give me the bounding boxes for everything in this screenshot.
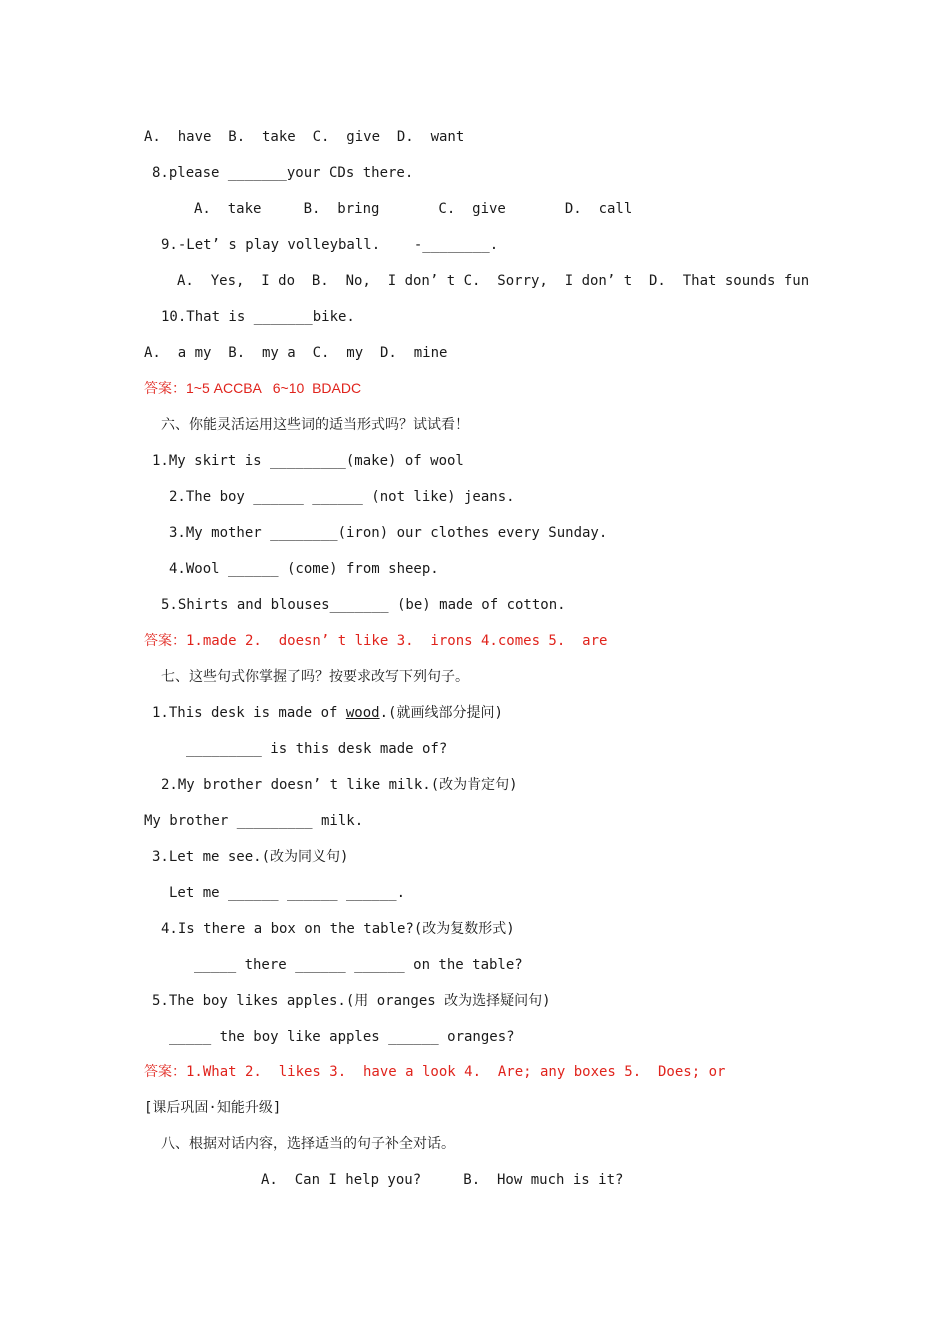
q9-options: A. Yes, I do B. No, I don’ t C. Sorry, I don’ t D. That sounds fun	[177, 273, 810, 289]
q8-options: A. take B. bring C. give D. call	[194, 201, 633, 217]
answer-label: 答案：	[144, 633, 186, 649]
answer-7	[144, 1063, 725, 1081]
answer-5	[144, 379, 361, 398]
answer-text: 1.made 2. doesn’ t like 3. irons 4.comes 5. are	[186, 633, 608, 649]
s7-q1-instruction: .(就画线部分提问)	[379, 705, 503, 721]
section-8-heading: 八、根据对话内容，选择适当的句子补全对话。	[161, 1136, 455, 1152]
s8-options: A. Can I help you? B. How much is it?	[261, 1172, 624, 1188]
s7-q1	[152, 704, 503, 722]
underlined-word: wood	[345, 705, 380, 721]
answer-label: 答案：	[144, 1064, 186, 1080]
s7-q4-answer-line: _____ there ______ ______ on the table?	[194, 957, 523, 973]
answer-label: 答案：	[144, 381, 186, 397]
s6-q2: 2.The boy ______ ______ (not like) jeans.	[169, 489, 515, 505]
s7-q3-answer-line: Let me ______ ______ ______.	[169, 885, 406, 901]
q7-options: A. have B. take C. give D. want	[144, 129, 465, 145]
s7-q1-text: 1.This desk is made of	[152, 705, 346, 721]
s6-q4: 4.Wool ______ (come) from sheep.	[169, 561, 439, 577]
s7-q5-answer-line: _____ the boy like apples ______ oranges?	[169, 1029, 515, 1045]
s7-q5: 5.The boy likes apples.(用 oranges 改为选择疑问句)	[152, 993, 551, 1009]
s7-q3: 3.Let me see.(改为同义句)	[152, 849, 349, 865]
s7-q2: 2.My brother doesn’ t like milk.(改为肯定句)	[161, 777, 518, 793]
section-6-heading: 六、你能灵活运用这些词的适当形式吗？试试看！	[161, 417, 469, 433]
s6-q5: 5.Shirts and blouses_______ (be) made of cotton.	[161, 597, 566, 613]
section-title: [课后巩固·知能升级]	[144, 1100, 282, 1116]
s7-q4: 4.Is there a box on the table?(改为复数形式)	[161, 921, 515, 937]
q9-question: 9.-Let’ s play volleyball. -________.	[161, 237, 499, 253]
q8-question: 8.please _______your CDs there.	[152, 165, 414, 181]
s7-q2-answer-line: My brother _________ milk.	[144, 813, 364, 829]
answer-text: 1.What 2. likes 3. have a look 4. Are; any boxes 5. Does; or	[186, 1064, 726, 1080]
q10-options: A. a my B. my a C. my D. mine	[144, 345, 448, 361]
section-7-heading: 七、这些句式你掌握了吗？按要求改写下列句子。	[161, 669, 469, 685]
q10-question: 10.That is _______bike.	[161, 309, 355, 325]
s6-q3: 3.My mother ________(iron) our clothes every Sunday.	[169, 525, 608, 541]
answer-text: 1~5 ACCBA 6~10 BDADC	[186, 380, 362, 396]
s7-q1-answer-line: _________ is this desk made of?	[186, 741, 448, 757]
s6-q1: 1.My skirt is _________(make) of wool	[152, 453, 464, 469]
answer-6	[144, 632, 607, 650]
